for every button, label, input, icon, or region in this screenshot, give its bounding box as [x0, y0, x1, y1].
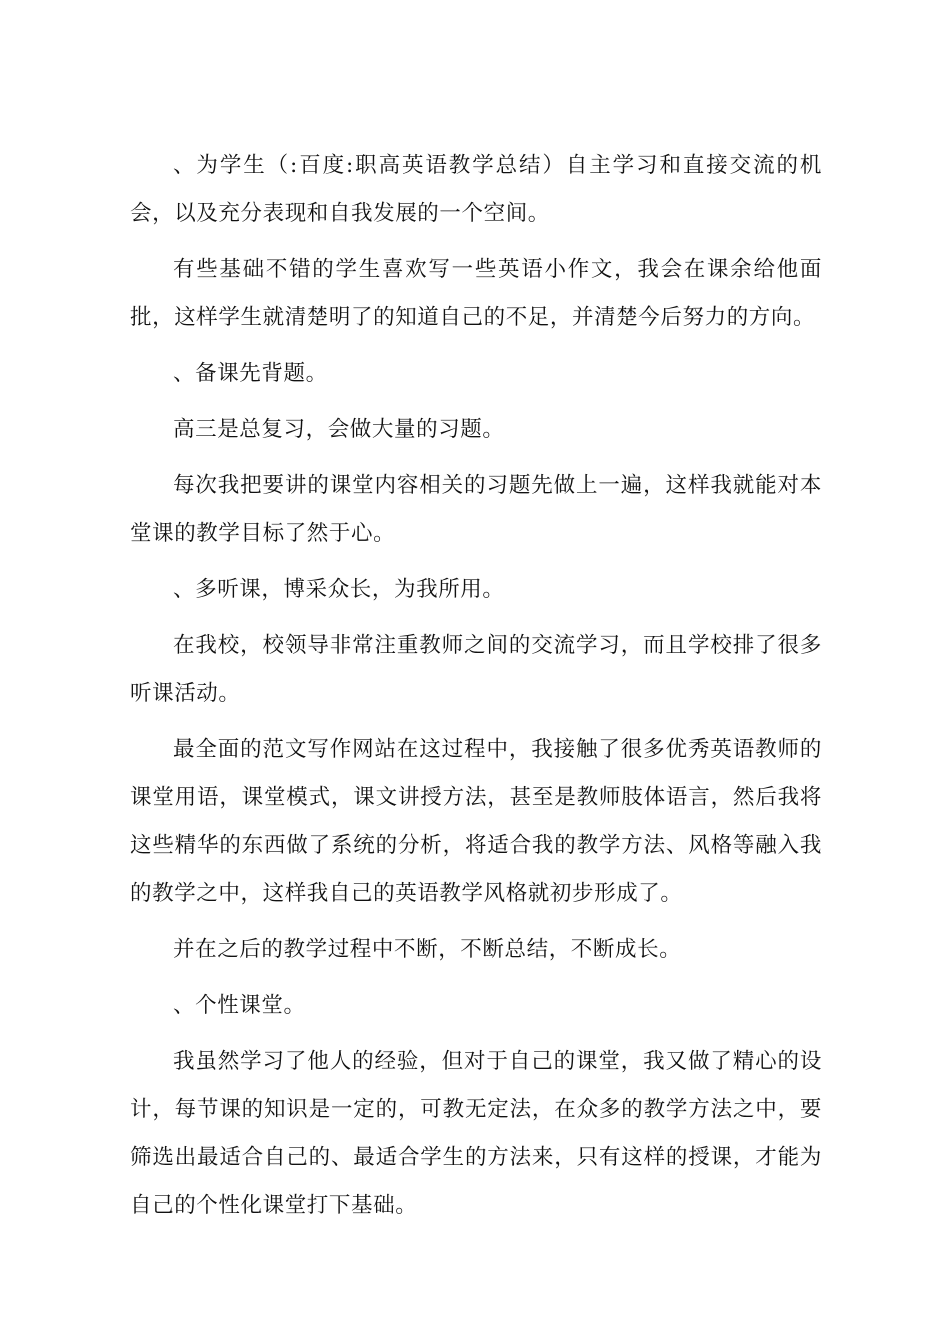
paragraph: 、个性课堂。	[173, 993, 306, 1018]
paragraph: 、多听课，博采众长，为我所用。	[173, 577, 505, 602]
paragraph: 我虽然学习了他人的经验，但对于自己的课堂，我又做了精心的设计，每节课的知识是一定的，可教无定法，在众多的教学方法之中，要筛选出最适合自己的、最适合学生的方法来，只有这样的授课，才能为自己的个性化课堂打下基础。	[130, 1049, 822, 1218]
paragraph: 高三是总复习，会做大量的习题。	[173, 417, 505, 442]
paragraph: 并在之后的教学过程中不断，不断总结，不断成长。	[173, 937, 682, 962]
document-body	[130, 142, 822, 1238]
paragraph: 最全面的范文写作网站在这过程中，我接触了很多优秀英语教师的课堂用语，课堂模式，课文讲授方法，甚至是教师肢体语言，然后我将这些精华的东西做了系统的分析，将适合我的教学方法、风格等融入我的教学之中，这样我自己的英语教学风格就初步形成了。	[130, 737, 822, 906]
paragraph: 、为学生（:百度:职高英语教学总结）自主学习和直接交流的机会，以及充分表现和自我发展的一个空间。	[130, 153, 822, 226]
paragraph: 、备课先背题。	[173, 361, 328, 386]
paragraph: 有些基础不错的学生喜欢写一些英语小作文，我会在课余给他面批，这样学生就清楚明了的知道自己的不足，并清楚今后努力的方向。	[130, 257, 822, 330]
paragraph: 每次我把要讲的课堂内容相关的习题先做上一遍，这样我就能对本堂课的教学目标了然于心。	[130, 473, 822, 546]
paragraph: 在我校，校领导非常注重教师之间的交流学习，而且学校排了很多听课活动。	[130, 633, 822, 706]
